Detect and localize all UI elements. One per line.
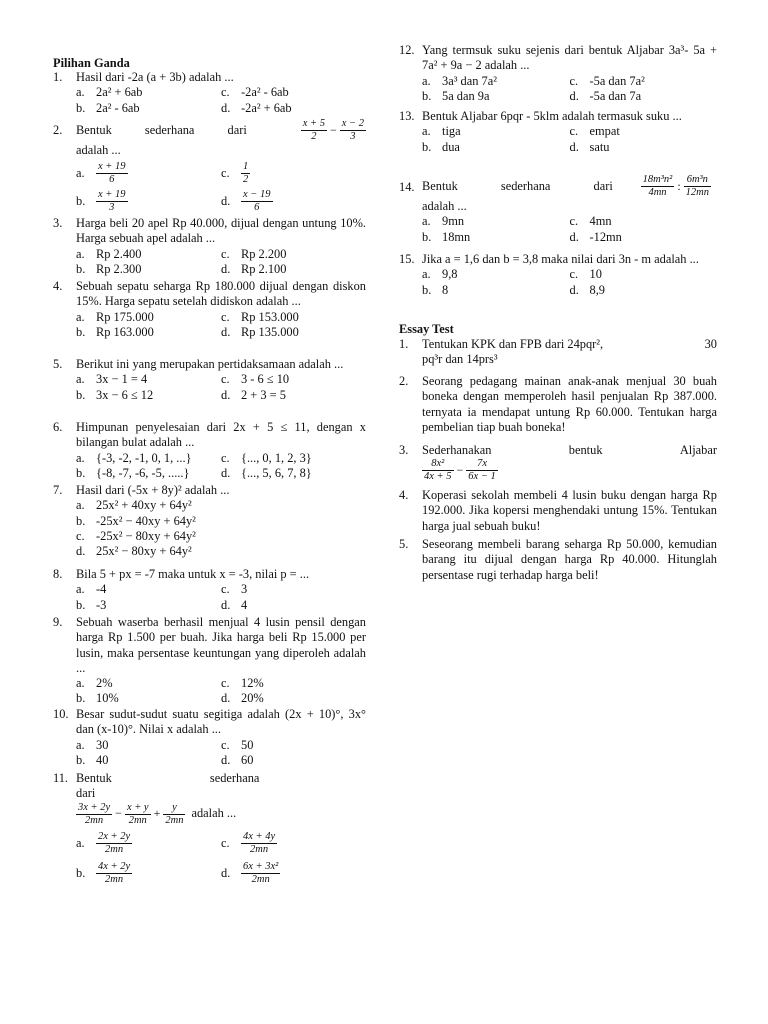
option-c[interactable]: 10 (589, 267, 602, 282)
essay-text-2: pq³r dan 14prs³ (422, 352, 498, 367)
option-a[interactable]: {-3, -2, -1, 0, 1, ...} (96, 450, 192, 465)
question-11: 11. Bentuk sederhana dari $\frac{3x + 2y}{2mn}$ − $\frac{x + y}{2mn}$ + $\frac{y}{2mn}$ adalah ... a. $\frac{2x + 2y}{2mn}$ c. $\frac{4x + 4y}{2mn}$ b. $\frac{4x + 2y}{2mn}$ d. $\frac{\text{6x + 3x²}}{2mn}$ (53, 771, 366, 889)
option-b[interactable]: $\frac{4x + 2y}{2mn}$ (98, 861, 131, 886)
option-d[interactable]: 20% (241, 691, 264, 706)
option-c[interactable]: $\frac{1}{2}$ (243, 160, 249, 185)
question-number: 2. (53, 123, 63, 137)
option-d[interactable]: Rp 2.100 (241, 261, 287, 276)
question-stem: Hasil dari (-5x + 8y)² adalah ... (76, 483, 230, 497)
option-d[interactable]: 4 (241, 597, 248, 612)
option-c[interactable]: -25x² − 80xy + 64y² (96, 528, 196, 543)
option-d[interactable]: 8,9 (589, 282, 605, 297)
option-c[interactable]: 3 - 6 ≤ 10 (241, 372, 290, 387)
option-c[interactable]: empat (589, 124, 620, 139)
option-d[interactable]: $\frac{x - 19}{6}$ (243, 188, 271, 213)
option-a[interactable]: -4 (96, 582, 107, 597)
option-d[interactable]: 25x² − 80xy + 64y² (96, 544, 192, 559)
question-number: 12. (399, 43, 415, 57)
option-d[interactable]: Rp 135.000 (241, 324, 299, 339)
question-number: 5. (53, 357, 63, 371)
section-title-essay: Essay Test (399, 322, 454, 336)
question-stem-end: adalah ... (422, 199, 467, 213)
question-stem: Bila 5 + px = -7 maka untuk x = -3, nilai p = ... (76, 567, 310, 581)
question-8: 8. Bila 5 + px = -7 maka untuk x = -3, nilai p = ... a. -4 c. 3 b. -3 d. 4 (53, 567, 366, 613)
question-number: 4. (53, 279, 63, 293)
option-a[interactable]: 9,8 (442, 267, 458, 282)
question-15: 15. Jika a = 1,6 dan b = 3,8 maka nilai dari 3n - m adalah ... a. 9,8 c. 10 b. 8 d. 8,9 (399, 252, 717, 298)
essay-4 (399, 488, 717, 534)
question-stem: Jika a = 1,6 dan b = 3,8 maka nilai dari 3n - m adalah ... (422, 252, 699, 266)
option-d[interactable]: 60 (241, 752, 254, 767)
option-d[interactable]: $\frac{\text{6x + 3x²}}{2mn}$ (243, 861, 279, 886)
option-c[interactable]: 3 (241, 582, 248, 597)
question-number: 11. (53, 771, 69, 785)
question-number: 14. (399, 180, 415, 194)
option-c[interactable]: {..., 0, 1, 2, 3} (241, 450, 312, 465)
question-stem: Yang termsuk suku sejenis dari bentuk Aljabar 3a³- 5a + 7a² + 9a − 2 adalah ... (422, 43, 717, 73)
option-a[interactable]: 9mn (442, 214, 465, 229)
option-b[interactable]: dua (442, 139, 460, 154)
question-number: 2. (399, 374, 409, 388)
expression-fraction: $\frac{x + 5}{2}$ − $\frac{x - 2}{3}$ (302, 118, 364, 142)
question-number: 8. (53, 567, 63, 581)
option-a[interactable]: 25x² + 40xy + 64y² (96, 498, 192, 513)
section-title-pilihan-ganda: Pilihan Ganda (53, 56, 130, 70)
question-stem: Hasil dari -2a (a + 3b) adalah ... (76, 70, 234, 84)
option-c[interactable]: $\frac{4x + 4y}{2mn}$ (243, 831, 276, 856)
option-b[interactable]: $\frac{x + 19}{3}$ (98, 188, 126, 213)
option-a[interactable]: 2a² + 6ab (96, 85, 143, 100)
question-4: 4. Sebuah sepatu seharga Rp 180.000 dijual dengan diskon 15%. Harga sepatu setelah didiskon adalah ... a. Rp 175.000 c. Rp 153.000 b. Rp 163.000 d. Rp 135.000 (53, 279, 366, 339)
option-a[interactable]: 3x − 1 = 4 (96, 372, 148, 387)
option-b[interactable]: Rp 2.300 (96, 261, 142, 276)
question-5: 5. Berikut ini yang merupakan pertidaksamaan adalah ... a. 3x − 1 = 4 c. 3 - 6 ≤ 10 b. 3x − 6 ≤ 12 d. 2 + 3 = 5 (53, 357, 366, 403)
option-c[interactable]: -2a² - 6ab (241, 85, 289, 100)
option-a[interactable]: 30 (96, 737, 109, 752)
option-d[interactable]: satu (589, 139, 610, 154)
option-b[interactable]: 5a dan 9a (442, 88, 490, 103)
question-number: 3. (399, 443, 409, 457)
option-a[interactable]: 3a³ dan 7a² (442, 73, 497, 88)
question-stem-end: adalah ... (76, 143, 121, 157)
option-a[interactable]: $\frac{2x + 2y}{2mn}$ (98, 831, 131, 856)
essay-5 (399, 537, 717, 583)
question-number: 15. (399, 252, 415, 266)
question-number: 3. (53, 216, 63, 230)
question-stem: Sebuah sepatu seharga Rp 180.000 dijual dengan diskon 15%. Harga sepatu setelah didiskon adalah ... (76, 279, 366, 309)
option-b[interactable]: 18mn (442, 229, 471, 244)
essay-text: Sederhanakan (422, 443, 492, 457)
essay-text: Aljabar (679, 443, 717, 457)
question-number: 1. (53, 70, 63, 84)
essay-text-end: 30 (704, 337, 717, 351)
question-number: 7. (53, 483, 63, 497)
essay-text: Seseorang membeli barang seharga Rp 50.000, kemudian barang itu dijual dengan harga Rp 40.000. Hitunglah persentase rugi terhadap harga beli! (422, 537, 717, 582)
question-1: 1. Hasil dari -2a (a + 3b) adalah ... a. 2a² + 6ab c. -2a² - 6ab b. 2a² - 6ab d. -2a² + 6ab (53, 70, 366, 116)
option-c[interactable]: Rp 153.000 (241, 309, 299, 324)
option-c[interactable]: 50 (241, 737, 254, 752)
question-6: 6. Himpunan penyelesaian dari 2x + 5 ≤ 11, dengan x bilangan bulat adalah ... a. {-3, -2, -1, 0, 1, ...} c. {..., 0, 1, 2, 3} b. {-8, -7, -6, -5, .....} d. {..., 5, 6, 7, 8} (53, 420, 366, 480)
option-d[interactable]: -5a dan 7a (589, 88, 642, 103)
option-c[interactable]: Rp 2.200 (241, 246, 287, 261)
question-3: 3. Harga beli 20 apel Rp 40.000, dijual dengan untung 10%. Harga sebuah apel adalah ... a. Rp 2.400 c. Rp 2.200 b. Rp 2.300 d. Rp 2.100 (53, 216, 366, 276)
question-10: 10. Besar sudut-sudut suatu segitiga adalah (2x + 10)°, 3x° dan (x-10)°. Nilai x adalah ... a. 30 c. 50 b. 40 d. 60 (53, 707, 366, 767)
option-a[interactable]: 2% (96, 676, 113, 691)
essay-text: Seorang pedagang mainan anak-anak menjual 30 buah boneka dengan memperoleh hasil penjualan Rp 387.000. ternyata ia mendapat untung Rp 60.000. Tentukan harga pembelian tiap buah boneka! (422, 374, 717, 434)
essay-text: Tentukan KPK dan FPB dari 24pqr², (422, 337, 604, 351)
question-stem: Besar sudut-sudut suatu segitiga adalah (2x + 10)°, 3x° dan (x-10)°. Nilai x adalah ... (76, 707, 366, 737)
question-2: 2. Bentuk sederhana dari $\frac{x + 5}{2}$ − $\frac{x - 2}{3}$ adalah ... a. $\frac{x + 19}{6}$ c. $\frac{1}{2}$ b. $\frac{x + 19}{3}$ d. $\frac{x - 19}{6}$ (53, 118, 364, 213)
question-9: 9. Sebuah waserba berhasil menjual 4 lusin pensil dengan harga Rp 1.500 per buah. Jika harga beli Rp 15.000 per lusin, maka persentase keuntungan yang diperoleh adalah ... a. 2% c. 12% b. 10% d. 20% (53, 615, 366, 706)
question-stem: Bentuk sederhana dari (76, 122, 247, 137)
expression-fraction: $\frac{\text{8x²}}{4x + 5}$ − $\frac{7x}{6x - 1}$ (424, 458, 496, 483)
option-d[interactable]: -2a² + 6ab (241, 100, 292, 115)
option-b[interactable]: 10% (96, 691, 119, 706)
option-a[interactable]: tiga (442, 124, 461, 139)
option-d[interactable]: {..., 5, 6, 7, 8} (241, 465, 312, 480)
question-number: 6. (53, 420, 63, 434)
option-b[interactable]: 40 (96, 752, 109, 767)
question-stem: Bentuk sederhana dari (422, 178, 613, 193)
option-a[interactable]: Rp 175.000 (96, 309, 154, 324)
option-d[interactable]: -12mn (589, 229, 622, 244)
option-a[interactable]: $\frac{x + 19}{6}$ (98, 160, 126, 185)
option-a[interactable]: Rp 2.400 (96, 246, 142, 261)
question-stem: Berikut ini yang merupakan pertidaksamaan adalah ... (76, 357, 344, 371)
question-number: 4. (399, 488, 409, 502)
question-number: 9. (53, 615, 63, 629)
option-b[interactable]: {-8, -7, -6, -5, .....} (96, 465, 190, 480)
essay-text: bentuk (568, 443, 603, 457)
question-stem: Harga beli 20 apel Rp 40.000, dijual dengan untung 10%. Harga sebuah apel adalah ... (76, 216, 366, 246)
question-13: 13. Bentuk Aljabar 6pqr - 5klm adalah termasuk suku ... a. tiga c. empat b. dua d. satu (399, 109, 717, 155)
essay-3 (399, 443, 717, 483)
option-c[interactable]: 12% (241, 676, 264, 691)
question-14: 14. Bentuk sederhana dari $\frac{\text{18m³n²}}{4mn}$ : $\frac{\text{6m³n}}{12mn}$ adalah ... a. 9mn c. 4mn b. 18mn d. -12mn (399, 174, 717, 245)
option-b[interactable]: -3 (96, 597, 107, 612)
option-c[interactable]: -5a dan 7a² (589, 73, 645, 88)
question-7: 7. Hasil dari (-5x + 8y)² adalah ... a. 25x² + 40xy + 64y² b. -25x² − 40xy + 64y² c. -25x² − 80xy + 64y² d. 25x² − 80xy + 64y² (53, 483, 366, 559)
question-number: 5. (399, 537, 409, 551)
question-stem: Himpunan penyelesaian dari 2x + 5 ≤ 11, dengan x bilangan bulat adalah ... (76, 420, 366, 450)
question-number: 1. (399, 337, 409, 351)
option-b[interactable]: 8 (442, 282, 449, 297)
essay-1 (399, 337, 717, 368)
expression-fraction: $\frac{\text{18m³n²}}{4mn}$ : $\frac{\text{6m³n}}{12mn}$ (642, 174, 709, 198)
option-c[interactable]: 4mn (589, 214, 612, 229)
essay-text: Koperasi sekolah membeli 4 lusin buku dengan harga Rp 192.000. Jika kopersi menghendaki untung 15%. Tentukan harga jual sebuah buku! (422, 488, 717, 533)
option-b[interactable]: Rp 163.000 (96, 324, 154, 339)
question-12: 12. Yang termsuk suku sejenis dari bentuk Aljabar 3a³- 5a + 7a² + 9a − 2 adalah ... a. 3a³ dan 7a² c. -5a dan 7a² b. 5a dan 9a d. -5a dan 7a (399, 43, 717, 103)
essay-2 (399, 374, 717, 435)
option-b[interactable]: 3x − 6 ≤ 12 (96, 387, 154, 402)
question-stem: Bentuk sederhana dari (76, 771, 260, 801)
question-number: 10. (53, 707, 69, 721)
question-stem-end: adalah ... (191, 806, 237, 821)
option-b[interactable]: -25x² − 40xy + 64y² (96, 513, 196, 528)
option-d[interactable]: 2 + 3 = 5 (241, 387, 286, 402)
option-b[interactable]: 2a² - 6ab (96, 100, 140, 115)
question-stem: Sebuah waserba berhasil menjual 4 lusin pensil dengan harga Rp 1.500 per buah. Jika harga beli Rp 15.000 per lusin, maka persentase keuntungan yang diperoleh adalah ... (76, 615, 366, 675)
expression-fraction: $\frac{3x + 2y}{2mn}$ − $\frac{x + y}{2mn}$ + $\frac{y}{2mn}$ (78, 801, 184, 826)
question-number: 13. (399, 109, 415, 123)
question-stem: Bentuk Aljabar 6pqr - 5klm adalah termasuk suku ... (422, 109, 682, 123)
